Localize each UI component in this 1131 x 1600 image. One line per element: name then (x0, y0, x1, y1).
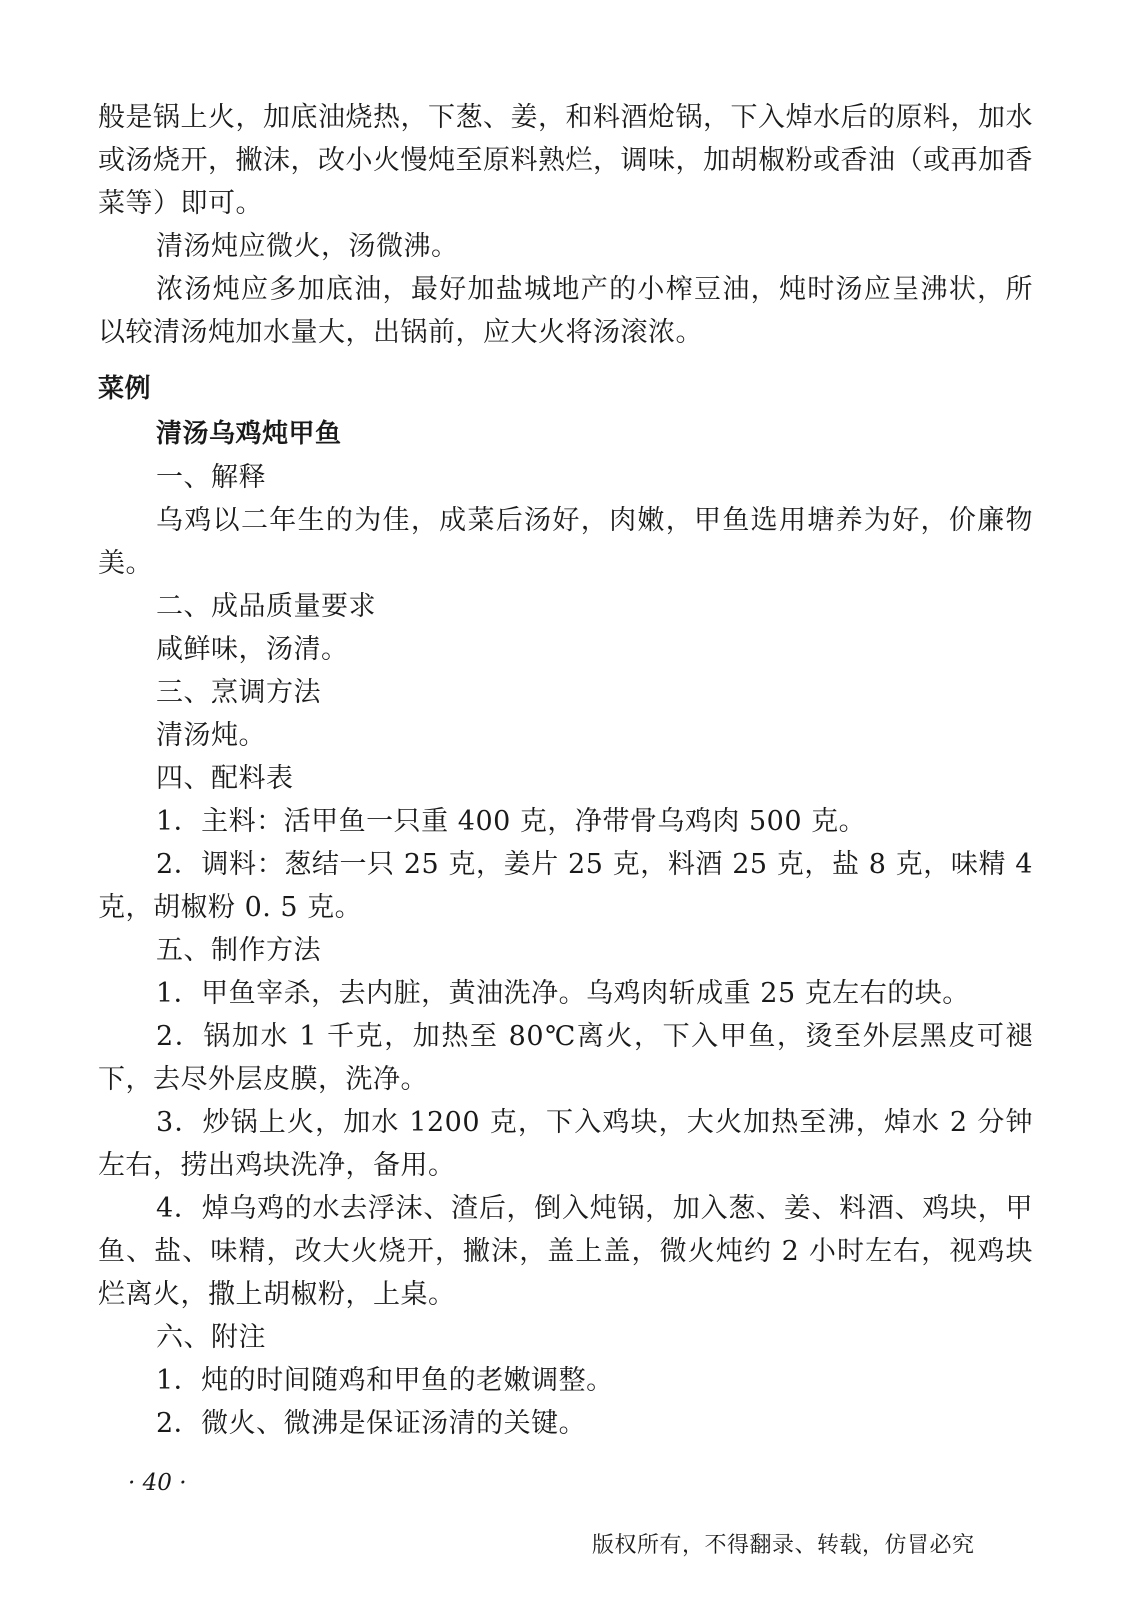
copyright-notice: 版权所有，不得翻录、转载，仿冒必究 (592, 1533, 975, 1558)
clear-soup-note: 清汤炖应微火，汤微沸。 (156, 231, 459, 262)
quality-text: 咸鲜味，汤清。 (156, 634, 349, 665)
ingredient-item: 2．调料：葱结一只 25 克，姜片 25 克，料酒 25 克，盐 8 克，味精 4 克，胡椒粉 0. 5 克。 (98, 849, 1033, 923)
method-heading: 三、烹调方法 (156, 677, 321, 708)
note-item: 2．微火、微沸是保证汤清的关键。 (156, 1408, 587, 1439)
intro-paragraph: 般是锅上火，加底油烧热，下葱、姜，和料酒炝锅，下入焯水后的原料，加水或汤烧开，撇沫，改小火慢炖至原料熟烂，调味，加胡椒粉或香油（或再加香菜等）即可。 (98, 102, 1033, 219)
thick-soup-note: 浓汤炖应多加底油，最好加盐城地产的小榨豆油，炖时汤应呈沸状，所以较清汤炖加水量大，出锅前，应大火将汤滚浓。 (98, 274, 1033, 348)
dish-title: 清汤乌鸡炖甲鱼 (156, 419, 342, 449)
step-item: 4．焯乌鸡的水去浮沫、渣后，倒入炖锅，加入葱、姜、料酒、鸡块，甲鱼、盐、味精，改大火烧开，撇沫，盖上盖，微火炖约 2 小时左右，视鸡块烂离火，撒上胡椒粉，上桌。 (98, 1193, 1033, 1310)
quality-heading: 二、成品质量要求 (156, 591, 376, 622)
step-item: 2．锅加水 1 千克，加热至 80℃离火，下入甲鱼，烫至外层黑皮可褪下，去尽外层皮膜，洗净。 (98, 1021, 1033, 1095)
page-body (98, 96, 1033, 1445)
note-item: 1．炖的时间随鸡和甲鱼的老嫩调整。 (156, 1365, 614, 1396)
ingredient-item: 1．主料：活甲鱼一只重 400 克，净带骨乌鸡肉 500 克。 (156, 806, 867, 837)
notes-heading: 六、附注 (156, 1322, 266, 1353)
steps-heading: 五、制作方法 (156, 935, 321, 966)
section-heading: 菜例 (98, 374, 152, 404)
ingredients-heading: 四、配料表 (156, 763, 294, 794)
step-item: 3．炒锅上火，加水 1200 克，下入鸡块，大火加热至沸，焯水 2 分钟左右，捞出鸡块洗净，备用。 (98, 1107, 1033, 1181)
step-item: 1．甲鱼宰杀，去内脏，黄油洗净。乌鸡肉斩成重 25 克左右的块。 (156, 978, 970, 1009)
explanation-text: 乌鸡以二年生的为佳，成菜后汤好，肉嫩，甲鱼选用塘养为好，价廉物美。 (98, 505, 1033, 579)
method-text: 清汤炖。 (156, 720, 266, 751)
page-number: · 40 · (128, 1470, 187, 1496)
explanation-heading: 一、解释 (156, 462, 266, 493)
